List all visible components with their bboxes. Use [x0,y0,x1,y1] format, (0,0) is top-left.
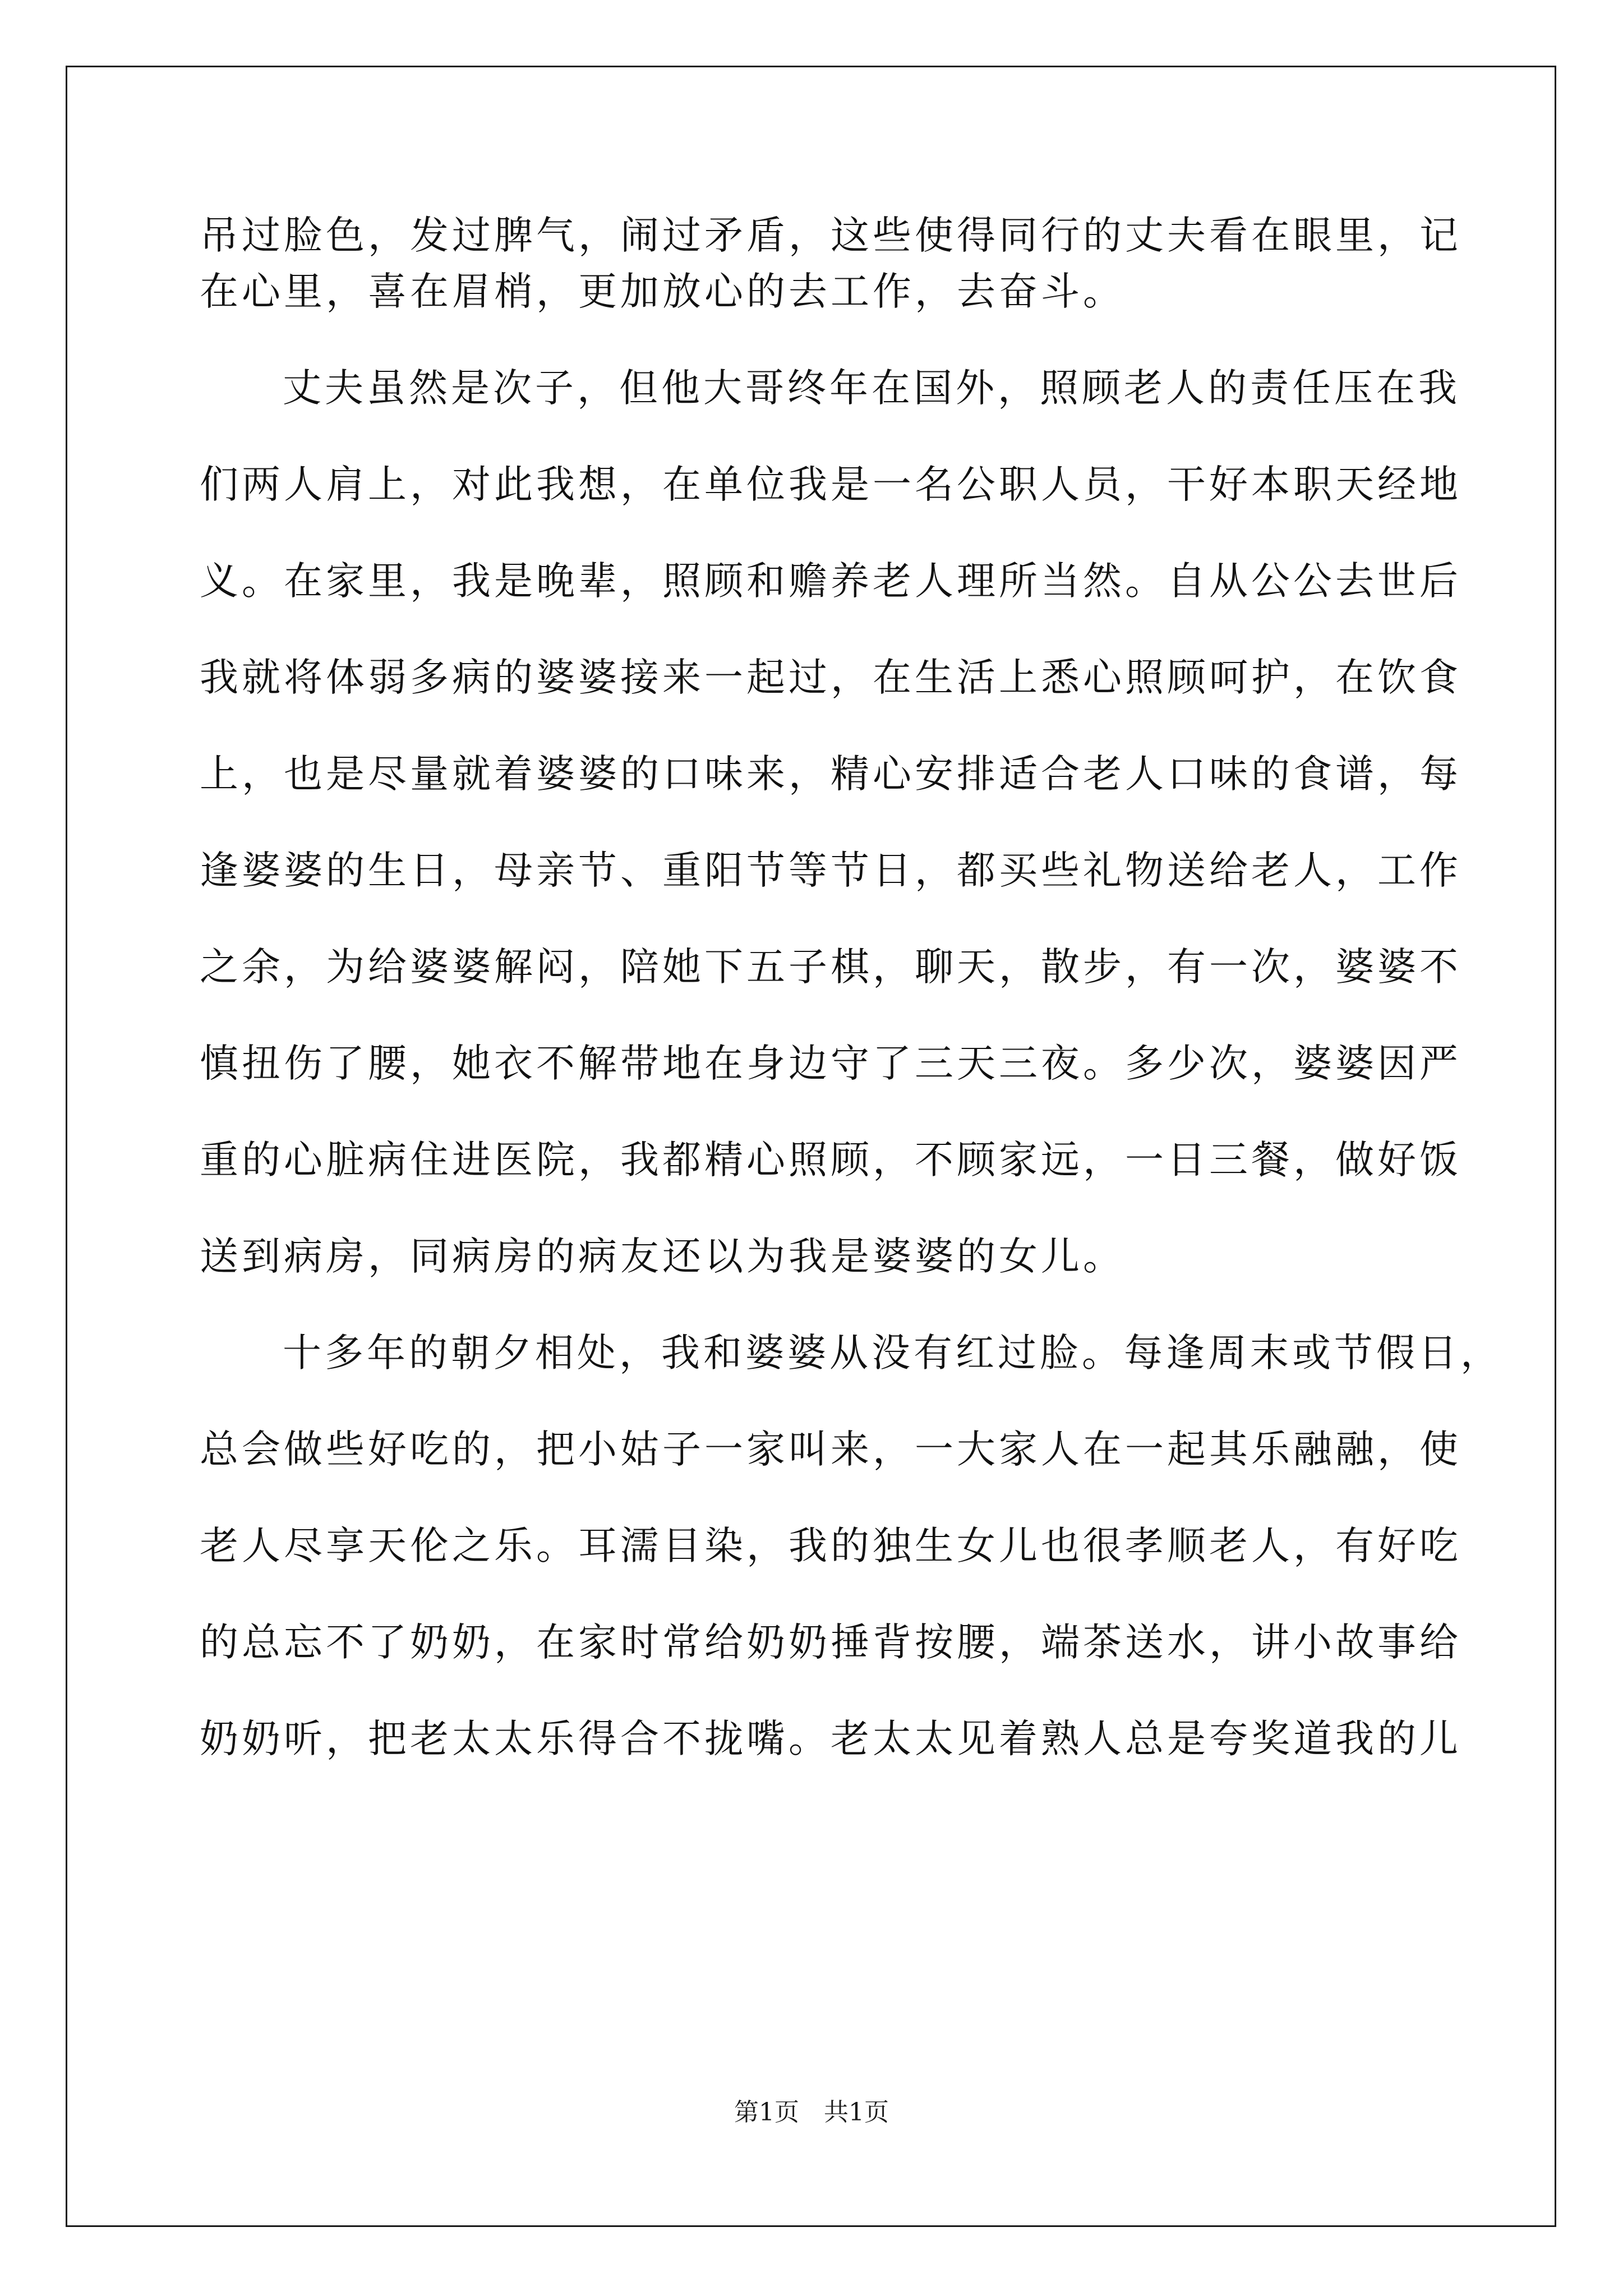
text-line: 慎扭伤了腰，她衣不解带地在身边守了三天三夜。多少次，婆婆因严 [200,1041,1461,1086]
text-line: 吊过脸色，发过脾气，闹过矛盾，这些使得同行的丈夫看在眼里，记 [200,213,1461,258]
page-total: 共1页 [824,2098,889,2127]
text-line: 十多年的朝夕相处，我和婆婆从没有红过脸。每逢周末或节假日， [283,1331,1502,1375]
text-line: 们两人肩上，对此我想，在单位我是一名公职人员，干好本职天经地 [200,462,1461,507]
text-line: 义。在家里，我是晚辈，照顾和赡养老人理所当然。自从公公去世后 [200,559,1461,604]
paragraph [200,1325,1502,1767]
text-line: 重的心脏病住进医院，我都精心照顾，不顾家远，一日三餐，做好饭 [200,1138,1461,1182]
text-line: 送到病房，同病房的病友还以为我是婆婆的女儿。 [200,1234,1125,1279]
paragraph [200,360,1461,1285]
page-number: 第1页 [734,2098,799,2127]
text-line: 我就将体弱多病的婆婆接来一起过，在生活上悉心照顾呵护，在饮食 [200,655,1461,700]
text-line: 上，也是尽量就着婆婆的口味来，精心安排适合老人口味的食谱，每 [200,752,1461,797]
text-line: 奶奶听，把老太太乐得合不拢嘴。老太太见着熟人总是夸奖道我的儿 [200,1717,1461,1761]
text-line: 的总忘不了奶奶，在家时常给奶奶捶背按腰，端茶送水，讲小故事给 [200,1620,1461,1665]
text-line: 丈夫虽然是次子，但他大哥终年在国外，照顾老人的责任压在我 [283,366,1460,411]
text-line: 在心里，喜在眉梢，更加放心的去工作，去奋斗。 [200,269,1125,314]
text-line: 老人尽享天伦之乐。耳濡目染，我的独生女儿也很孝顺老人，有好吃 [200,1524,1461,1568]
paragraph [200,208,1461,320]
text-line: 之余，为给婆婆解闷，陪她下五子棋，聊天，散步，有一次，婆婆不 [200,945,1461,990]
document-body [200,208,1502,1767]
page-footer [0,2096,1623,2129]
text-line: 逢婆婆的生日，母亲节、重阳节等节日，都买些礼物送给老人，工作 [200,848,1461,893]
text-line: 总会做些好吃的，把小姑子一家叫来，一大家人在一起其乐融融，使 [200,1427,1461,1472]
